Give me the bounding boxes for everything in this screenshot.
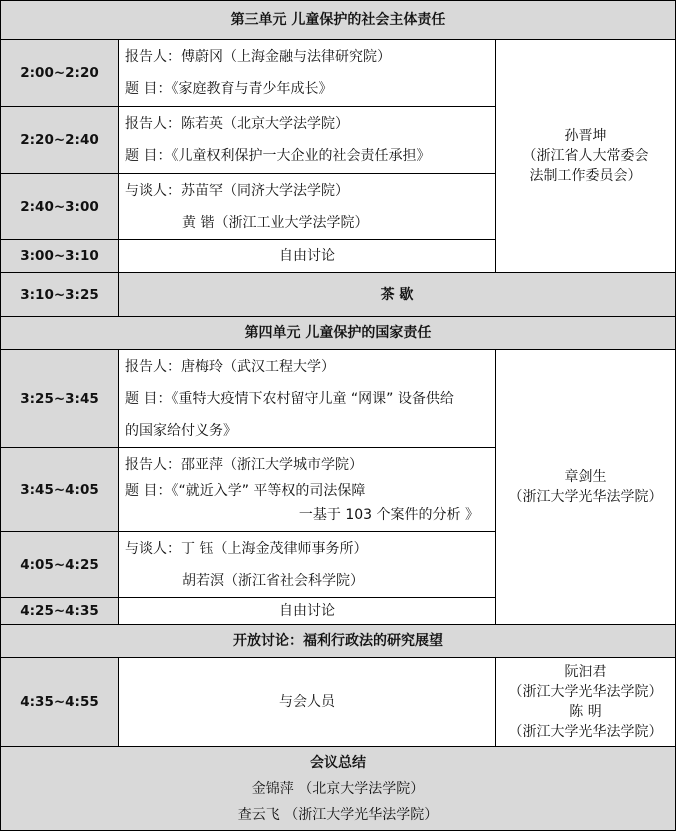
- unit3-header-row: [1, 1, 676, 40]
- summary-title: 会议总结: [310, 754, 366, 771]
- conference-summary: [1, 747, 676, 831]
- open-discussion-chairs: [496, 658, 676, 747]
- chair-org: （浙江省人大常委会: [522, 148, 649, 164]
- chair-org: （浙江大学光华法学院）: [508, 489, 663, 505]
- topic-line: 题 目：《重特大疫情下农村留守儿童 “网课” 设备供给: [125, 390, 454, 407]
- session-content: [119, 40, 496, 107]
- open-discussion-row: [1, 658, 676, 747]
- session-content: [119, 107, 496, 174]
- unit3-chair: [496, 40, 676, 273]
- discussant-line: 与谈人：丁 钰（上海金茂律师事务所）: [125, 540, 368, 557]
- unit3-title: 第三单元 儿童保护的社会主体责任: [1, 1, 676, 40]
- unit4-session1-row: [1, 350, 676, 448]
- session-time: 3:25~3:45: [1, 350, 119, 448]
- chair-name: 孙晋坤: [564, 128, 607, 144]
- summary-row: [1, 747, 676, 831]
- session-time: 3:00~3:10: [1, 240, 119, 273]
- summary-speaker: 金锦萍 （北京大学法学院）: [251, 780, 425, 797]
- open-discussion-title: 开放讨论：福利行政法的研究展望: [1, 625, 676, 658]
- unit3-session1-row: [1, 40, 676, 107]
- unit4-chair: [496, 350, 676, 625]
- topic-line: 题 目：《家庭教育与青少年成长》: [125, 81, 333, 97]
- session-time: 4:35~4:55: [1, 658, 119, 747]
- session-time: 3:10~3:25: [1, 273, 119, 317]
- summary-speaker: 查云飞 （浙江大学光华法学院）: [237, 806, 439, 823]
- tea-break-row: [1, 273, 676, 317]
- session-time: 2:00~2:20: [1, 40, 119, 107]
- discussant-line: 与谈人：苏苗罕（同济大学法学院）: [125, 182, 349, 199]
- session-content: [119, 350, 496, 448]
- chair-name: 陈 明: [569, 704, 602, 720]
- session-time: 4:25~4:35: [1, 598, 119, 625]
- tea-break-label: 茶 歇: [119, 273, 676, 317]
- topic-line: 题 目：《儿童权利保护一大企业的社会责任承担》: [125, 148, 431, 164]
- speaker-line: 报告人：唐梅玲（武汉工程大学）: [125, 358, 335, 375]
- free-discussion: 自由讨论: [119, 240, 496, 273]
- speaker-line: 报告人：傅蔚冈（上海金融与法律研究院）: [125, 49, 391, 65]
- chair-org: （浙江大学光华法学院）: [508, 684, 663, 700]
- session-content: [119, 174, 496, 240]
- topic-line: 题 目：《“就近入学” 平等权的司法保障: [125, 482, 366, 499]
- free-discussion: 自由讨论: [119, 598, 496, 625]
- participants: 与会人员: [119, 658, 496, 747]
- session-time: 2:20~2:40: [1, 107, 119, 174]
- session-time: 3:45~4:05: [1, 448, 119, 532]
- discussant-line: 黄 锴（浙江工业大学法学院）: [182, 214, 369, 231]
- speaker-line: 报告人：陈若英（北京大学法学院）: [125, 116, 349, 132]
- session-time: 2:40~3:00: [1, 174, 119, 240]
- chair-org: 法制工作委员会）: [529, 168, 642, 184]
- chair-name: 章剑生: [564, 469, 607, 485]
- speaker-line: 报告人：邵亚萍（浙江大学城市学院）: [125, 456, 363, 473]
- session-time: 4:05~4:25: [1, 532, 119, 598]
- chair-name: 阮汩君: [564, 664, 607, 680]
- open-discussion-header-row: [1, 625, 676, 658]
- unit4-header-row: [1, 317, 676, 350]
- discussant-line: 胡若溟（浙江省社会科学院）: [182, 572, 364, 589]
- unit4-title: 第四单元 儿童保护的国家责任: [1, 317, 676, 350]
- session-content: [119, 532, 496, 598]
- topic-line: 一基于 103 个案件的分析 》: [298, 506, 479, 523]
- topic-line: 的国家给付义务》: [125, 422, 237, 439]
- session-content: [119, 448, 496, 532]
- chair-org: （浙江大学光华法学院）: [508, 724, 663, 740]
